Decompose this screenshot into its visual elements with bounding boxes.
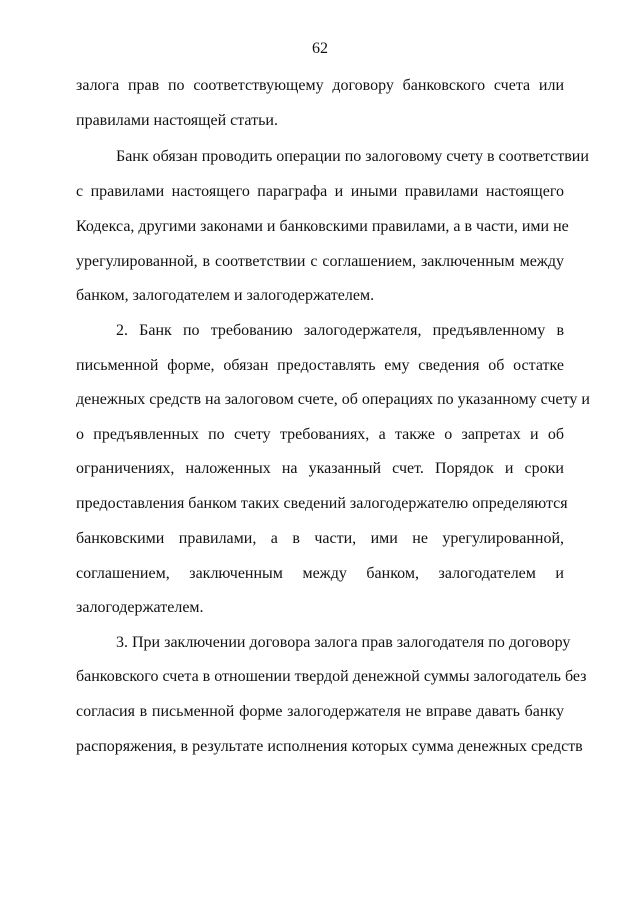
text-line: Кодекса, другими законами и банковскими правилами, а в части, ими не [76,218,569,235]
text-line: соглашением, заключенным между банком, залогодателем и [76,565,564,582]
text-line: предоставления банком таких сведений залогодержателю определяются [76,495,568,512]
text-line: с правилами настоящего параграфа и иными правилами настоящего [76,183,564,200]
text-line: о предъявленных по счету требованиях, а также о запретах и об [76,426,564,443]
text-line: 3. При заключении договора залога прав залогодателя по договору [116,634,571,651]
text-line: ограничениях, наложенных на указанный счет. Порядок и сроки [76,460,564,477]
text-line: банковскими правилами, а в части, ими не урегулированной, [76,530,564,547]
text-line: согласия в письменной форме залогодержателя не вправе давать банку [76,703,564,720]
text-line: письменной форме, обязан предоставлять ему сведения об остатке [76,357,564,374]
text-line: 2. Банк по требованию залогодержателя, предъявленному в [116,322,564,339]
text-line: Банк обязан проводить операции по залоговому счету в соответствии [116,148,589,165]
text-line: банком, залогодателем и залогодержателем. [76,287,375,304]
text-line: банковского счета в отношении твердой денежной суммы залогодатель без [76,668,587,685]
text-line: правилами настоящей статьи. [76,112,278,129]
text-line: урегулированной, в соответствии с соглашением, заключенным между [76,253,564,270]
text-line: распоряжения, в результате исполнения которых сумма денежных средств [76,738,583,755]
text-line: залога прав по соответствующему договору банковского счета или [76,77,564,94]
page-number: 62 [312,40,328,57]
text-line: залогодержателем. [76,599,204,616]
text-line: денежных средств на залоговом счете, об операциях по указанному счету и [76,391,590,408]
